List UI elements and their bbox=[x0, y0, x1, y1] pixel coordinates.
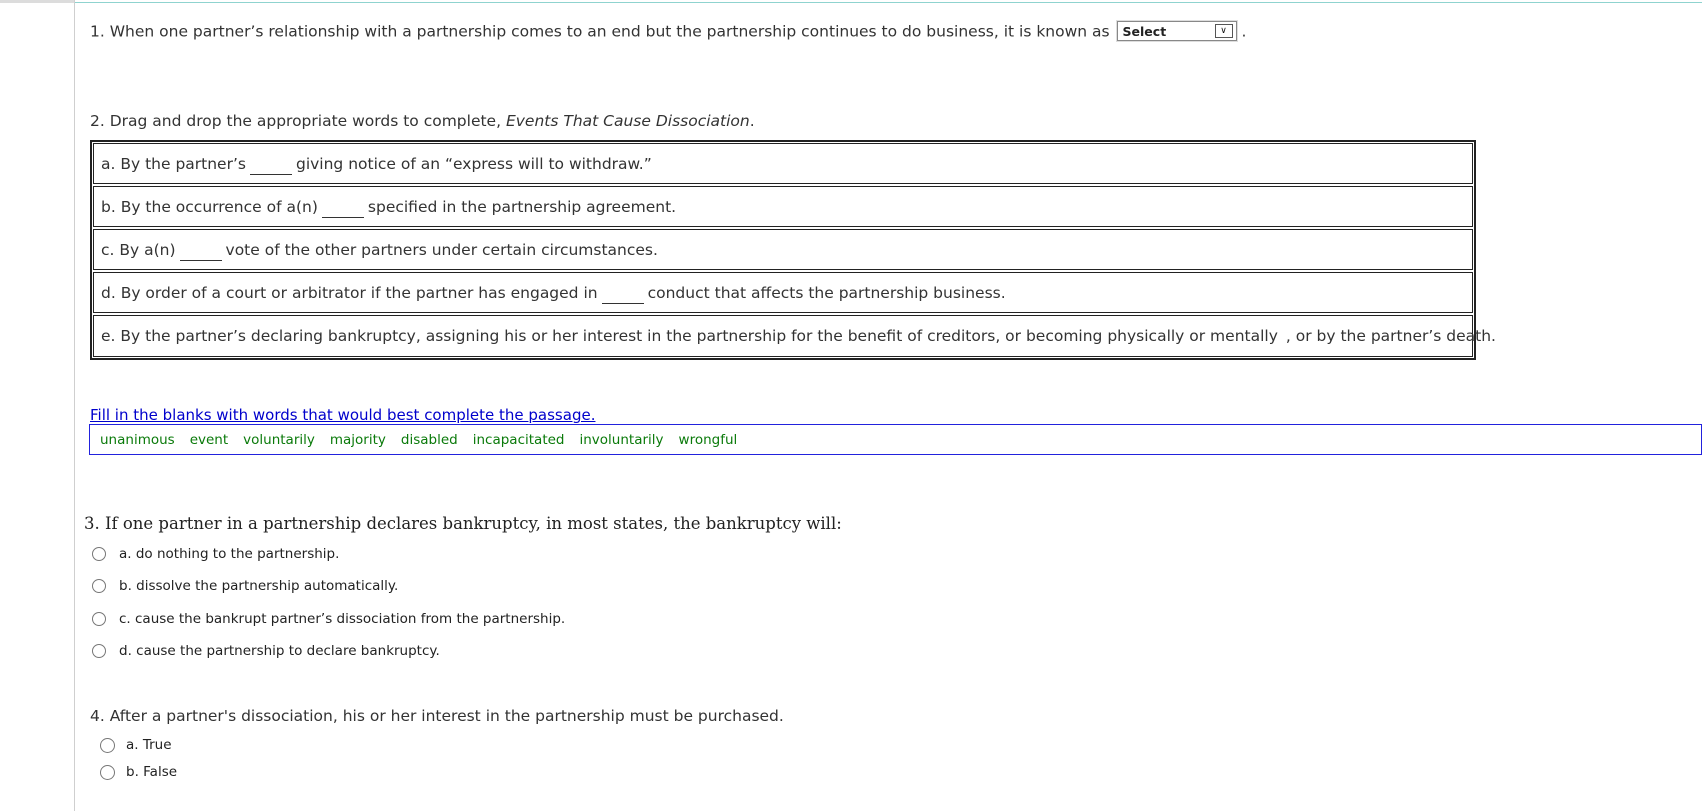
draggable-word[interactable]: wrongful bbox=[678, 431, 738, 448]
option-label: a. do nothing to the partnership. bbox=[119, 546, 340, 562]
question-4-title: 4. After a partner's dissociation, his or her interest in the partnership must be purchased. bbox=[90, 707, 784, 725]
radio-button[interactable] bbox=[92, 547, 106, 561]
left-gutter bbox=[0, 0, 75, 811]
event-row-d bbox=[93, 272, 1473, 313]
draggable-word[interactable]: event bbox=[189, 431, 229, 448]
radio-button[interactable] bbox=[92, 644, 106, 658]
question-3-title: 3. If one partner in a partnership declares bankruptcy, in most states, the bankruptcy will: bbox=[84, 514, 842, 533]
dissociation-events-table bbox=[90, 140, 1496, 360]
question-3-option-b[interactable] bbox=[92, 578, 398, 594]
option-label: b. dissolve the partnership automatically. bbox=[119, 578, 399, 594]
row-text-after: giving notice of an “express will to withdraw.” bbox=[295, 154, 652, 173]
word-bank bbox=[89, 424, 1702, 455]
question-3-option-c[interactable] bbox=[92, 611, 565, 627]
draggable-word[interactable]: involuntarily bbox=[579, 431, 664, 448]
row-text-before: e. By the partner’s declaring bankruptcy, assigning his or her interest in the partnership for the benefit of creditors, or becoming physically or mentally bbox=[101, 327, 1278, 345]
question-1-period: . bbox=[1241, 22, 1247, 41]
radio-button[interactable] bbox=[100, 765, 115, 780]
radio-button[interactable] bbox=[100, 738, 115, 753]
question-2-title-emphasis: Events That Cause Dissociation bbox=[505, 112, 750, 130]
draggable-word[interactable]: voluntarily bbox=[243, 431, 315, 448]
radio-button[interactable] bbox=[92, 579, 106, 593]
draggable-word[interactable]: disabled bbox=[400, 431, 458, 448]
question-2-title-prefix: 2. Drag and drop the appropriate words to complete, bbox=[90, 112, 506, 130]
row-text-after: vote of the other partners under certain circumstances. bbox=[225, 240, 658, 259]
row-text-after: specified in the partnership agreement. bbox=[367, 197, 677, 216]
top-divider bbox=[75, 2, 1702, 3]
chevron-down-icon[interactable]: ∨ bbox=[1215, 24, 1233, 38]
row-text-before: a. By the partner’s bbox=[101, 154, 246, 173]
question-3-option-a[interactable] bbox=[92, 546, 339, 562]
row-text-before: c. By a(n) bbox=[101, 240, 176, 259]
question-3-option-d[interactable] bbox=[92, 643, 440, 659]
radio-button[interactable] bbox=[92, 612, 106, 626]
gutter-tab bbox=[0, 0, 74, 3]
question-2-title bbox=[90, 112, 755, 130]
select-value: Select bbox=[1122, 24, 1167, 39]
event-row-c bbox=[93, 229, 1473, 270]
row-text-after: , or by the partner’s death. bbox=[1285, 327, 1496, 345]
drop-blank[interactable] bbox=[602, 287, 644, 304]
drop-blank[interactable] bbox=[250, 158, 292, 175]
draggable-word[interactable]: unanimous bbox=[100, 431, 175, 448]
event-row-b bbox=[93, 186, 1473, 227]
word-bank-instruction[interactable]: Fill in the blanks with words that would best complete the passage. bbox=[90, 406, 596, 424]
draggable-word[interactable]: majority bbox=[329, 431, 386, 448]
row-text-after: conduct that affects the partnership business. bbox=[647, 283, 1006, 302]
option-label: d. cause the partnership to declare bankruptcy. bbox=[119, 643, 440, 659]
question-1-text: 1. When one partner’s relationship with a partnership comes to an end but the partnership continues to do business, it is known as bbox=[90, 22, 1110, 41]
question-2-title-suffix: . bbox=[749, 112, 755, 130]
event-row-e bbox=[93, 315, 1496, 357]
option-label: a. True bbox=[126, 737, 172, 753]
option-label: c. cause the bankrupt partner’s dissociation from the partnership. bbox=[119, 611, 566, 627]
question-4-option-true[interactable] bbox=[100, 737, 172, 753]
row-text-before: d. By order of a court or arbitrator if the partner has engaged in bbox=[101, 283, 598, 302]
question-1-select[interactable] bbox=[1117, 21, 1237, 41]
option-label: b. False bbox=[126, 764, 178, 780]
question-4-option-false[interactable] bbox=[100, 764, 177, 780]
drop-blank[interactable] bbox=[322, 201, 364, 218]
question-1 bbox=[90, 22, 1246, 42]
row-text-before: b. By the occurrence of a(n) bbox=[101, 197, 318, 216]
drop-blank[interactable] bbox=[180, 244, 222, 261]
event-row-a bbox=[93, 143, 1473, 184]
draggable-word[interactable]: incapacitated bbox=[472, 431, 565, 448]
